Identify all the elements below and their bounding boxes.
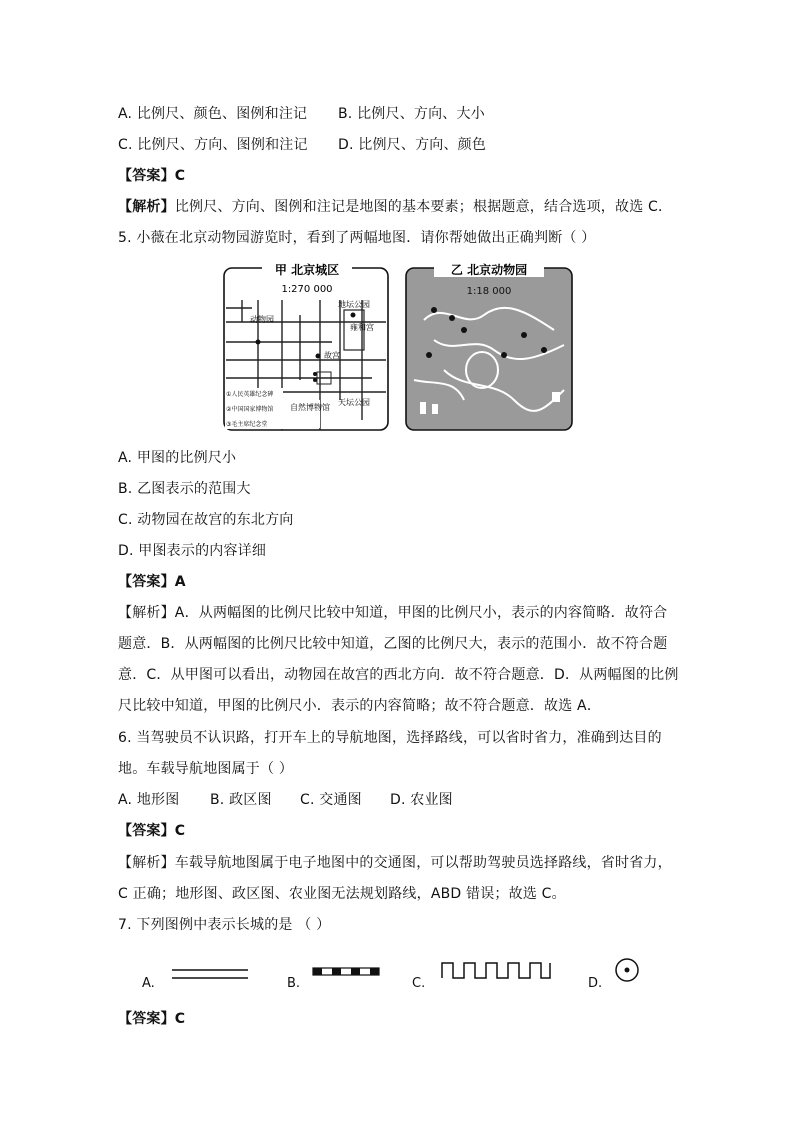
q4-options-row-1 <box>118 103 485 123</box>
q7-label-b: B. <box>287 976 301 991</box>
q6-analysis-line-2: C 正确；地形图、政区图、农业图无法规划路线，ABD 错误；故选 C。 <box>118 886 566 902</box>
q5-option-b: B. 乙图表示的范围大 <box>118 481 251 497</box>
q5-option-d: D. 甲图表示的内容详细 <box>118 543 267 559</box>
q6-question-line-2: 地。车载导航地图属于（ ） <box>118 761 294 777</box>
map-a-label-ditan: 地坛公园 <box>338 300 370 309</box>
q4-analysis-text: 比例尺、方向、图例和注记是地图的基本要素；根据题意，结合选项，故选 C． <box>174 199 673 215</box>
q5-analysis-line-1: 【解析】A．从两幅图的比例尺比较中知道，甲图的比例尺小，表示的内容简略．故符合 <box>118 605 668 621</box>
map-a-legend-1: ①人民英雄纪念碑 <box>226 391 274 398</box>
q6-option-c: C. 交通图 <box>300 792 362 808</box>
q4-option-d: D. 比例尺、方向、颜色 <box>338 137 487 153</box>
q5-option-c: C. 动物园在故宫的东北方向 <box>118 512 294 528</box>
q5-option-a: A. 甲图的比例尺小 <box>118 450 237 466</box>
legend-capital-icon <box>614 957 640 983</box>
q5-analysis-line-4: 尺比较中知道，甲图的比例尺小．表示的内容简略；故不符合题意．故选 A． <box>118 698 602 714</box>
q6-option-b: B. 政区图 <box>210 792 272 808</box>
legend-railway-icon <box>312 966 380 978</box>
q6-options <box>118 789 453 809</box>
q6-analysis-line-1: 【解析】车载导航地图属于电子地图中的交通图，可以帮助驾驶员选择路线，省时省力， <box>118 855 672 871</box>
q4-option-a: A. 比例尺、颜色、图例和注记 <box>118 106 308 122</box>
q5-answer: 【答案】A <box>118 574 186 590</box>
map-a-label-museum: 自然博物馆 <box>290 403 330 412</box>
q7-label-c: C. <box>412 976 426 991</box>
map-b-scale: 1:18 000 <box>466 286 512 297</box>
q5-question: 5. 小薇在北京动物园游览时，看到了两幅地图．请你帮她做出正确判断（ ） <box>118 230 596 246</box>
q6-option-d: D. 农业图 <box>390 792 453 808</box>
map-beijing-city <box>222 260 390 432</box>
legend-double-line-icon <box>170 966 250 982</box>
map-a-scale: 1:270 000 <box>281 284 333 295</box>
q7-label-d: D. <box>588 976 603 991</box>
map-beijing-zoo <box>404 260 574 432</box>
map-a-legend-2: ②中国国家博物馆 <box>226 406 274 413</box>
map-a-legend-3: ③毛主席纪念堂 <box>226 421 268 428</box>
legend-great-wall-icon <box>440 960 552 980</box>
map-a-label-yonghe: 雍和宫 <box>350 323 374 332</box>
q4-option-b: B. 比例尺、方向、大小 <box>338 106 485 122</box>
q7-answer: 【答案】C <box>118 1011 186 1027</box>
q4-answer: 【答案】C <box>118 168 186 184</box>
q7-question: 7. 下列图例中表示长城的是 （ ） <box>118 917 331 933</box>
q5-analysis-line-3: 意．C．从甲图可以看出，动物园在故宫的西北方向．故不符合题意．D．从两幅图的比例 <box>118 667 679 683</box>
q4-analysis-label: 【解析】 <box>118 199 175 215</box>
q6-question-line-1: 6. 当驾驶员不认识路，打开车上的导航地图，选择路线，可以省时省力，准确到达目的 <box>118 730 662 746</box>
q4-options-row-2 <box>118 134 486 154</box>
q7-label-a: A. <box>142 976 155 991</box>
map-a-label-gugong: 故宫 <box>324 351 340 360</box>
map-a-label-zoo: 动物园 <box>250 315 274 324</box>
map-a-title: 甲 北京城区 <box>274 263 340 277</box>
q6-option-a: A. 地形图 <box>118 792 180 808</box>
q4-option-c: C. 比例尺、方向、图例和注记 <box>118 137 308 153</box>
q4-analysis <box>118 196 672 216</box>
map-a-label-tiantan: 天坛公园 <box>338 398 370 407</box>
map-b-title: 乙 北京动物园 <box>450 263 528 277</box>
q5-analysis-line-2: 题意．B．从两幅图的比例尺比较中知道，乙图的比例尺大，表示的范围小．故不符合题 <box>118 636 668 652</box>
q6-answer: 【答案】C <box>118 823 186 839</box>
